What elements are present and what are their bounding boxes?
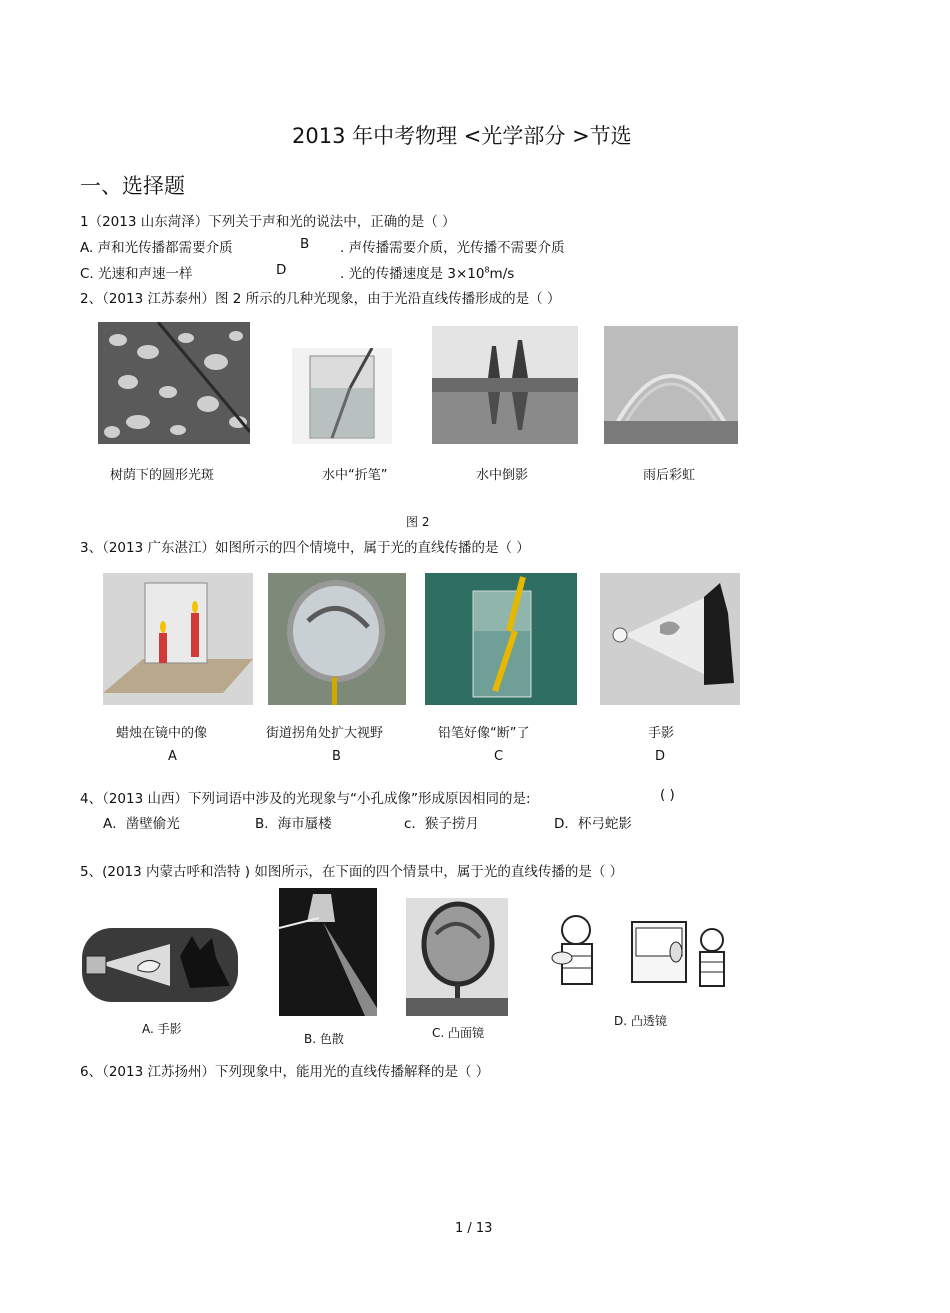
q5-caption-d: D. 凸透镜 <box>614 1014 667 1028</box>
question-4-option-d: D．杯弓蛇影 <box>554 816 632 832</box>
question-4-stem: 4、（2013 山西）下列词语中涉及的光现象与“小孔成像”形成原因相同的是: <box>80 791 531 807</box>
question-4-answer-paren: ( ) <box>660 787 675 803</box>
candle-mirror-image <box>103 573 253 705</box>
convex-mirror-photo-image <box>406 898 508 1016</box>
question-1-option-c: C. 光速和声速一样 <box>80 266 193 282</box>
figure-2-caption-2: 水中“折笔” <box>322 468 388 483</box>
question-4-option-a: A．凿壁偷光 <box>103 816 180 832</box>
q5-caption-b: B. 色散 <box>304 1032 344 1046</box>
q3-letter-a: A <box>168 749 177 764</box>
question-5-stem: 5、(2013 内蒙古呼和浩特 ) 如图所示，在下面的四个情景中，属于光的直线传播的是（ ） <box>80 864 624 880</box>
q3-letter-c: C <box>494 749 504 764</box>
q5-caption-a: A. 手影 <box>142 1022 182 1036</box>
water-reflection-pagoda-image <box>432 326 578 444</box>
figure-2-caption-4: 雨后彩虹 <box>643 468 696 483</box>
q3-caption-d: 手影 <box>648 726 675 741</box>
tree-shade-light-spots-image <box>98 322 250 444</box>
hand-shadow-image <box>600 573 740 705</box>
prism-dispersion-image <box>279 888 377 1016</box>
section-heading: 一、选择题 <box>80 174 185 198</box>
q3-letter-d: D <box>655 749 666 764</box>
question-3-stem: 3、（2013 广东湛江）如图所示的四个情境中，属于光的直线传播的是（ ） <box>80 540 530 556</box>
figure-2-caption-1: 树荫下的圆形光斑 <box>110 468 215 483</box>
convex-mirror-street-image <box>268 573 406 705</box>
question-4-option-b: B．海市蜃楼 <box>255 816 332 832</box>
convex-lens-cartoon-image <box>548 908 734 1004</box>
question-1-option-d: . 光的传播速度是 $3\times 10^8m/s$ <box>340 265 515 282</box>
question-4-option-c: c．猴子捞月 <box>404 816 479 832</box>
q3-caption-c: 铅笔好像“断”了 <box>438 726 530 741</box>
figure-2-label: 图 2 <box>406 515 430 529</box>
q3-caption-a: 蜡烛在镜中的像 <box>116 726 208 741</box>
broken-pencil-glass-image <box>425 573 577 705</box>
question-6-stem: 6、（2013 江苏扬州）下列现象中，能用光的直线传播解释的是（ ） <box>80 1064 490 1080</box>
figure-2-caption-3: 水中倒影 <box>476 468 529 483</box>
bent-pencil-in-water-image <box>292 348 392 444</box>
question-1-option-d-label: D <box>276 262 287 278</box>
question-1-option-a: A. 声和光传播都需要介质 <box>80 240 233 256</box>
q3-letter-b: B <box>332 749 341 764</box>
page-number: 1 / 13 <box>455 1221 493 1236</box>
question-1-option-b-label: B <box>300 236 310 252</box>
page-title: 2013 年中考物理 <光学部分 >节选 <box>292 124 632 148</box>
question-1-option-b: . 声传播需要介质，光传播不需要介质 <box>340 240 565 256</box>
question-2-stem: 2、（2013 江苏泰州）图 2 所示的几种光现象，由于光沿直线传播形成的是（ ） <box>80 291 561 307</box>
q5-caption-c: C. 凸面镜 <box>432 1026 485 1040</box>
rainbow-after-rain-image <box>604 326 738 444</box>
hand-shadow-drawing-image <box>80 926 240 1004</box>
question-1-stem: 1（2013 山东菏泽）下列关于声和光的说法中，正确的是（ ） <box>80 214 456 230</box>
q3-caption-b: 街道拐角处扩大视野 <box>266 726 384 741</box>
